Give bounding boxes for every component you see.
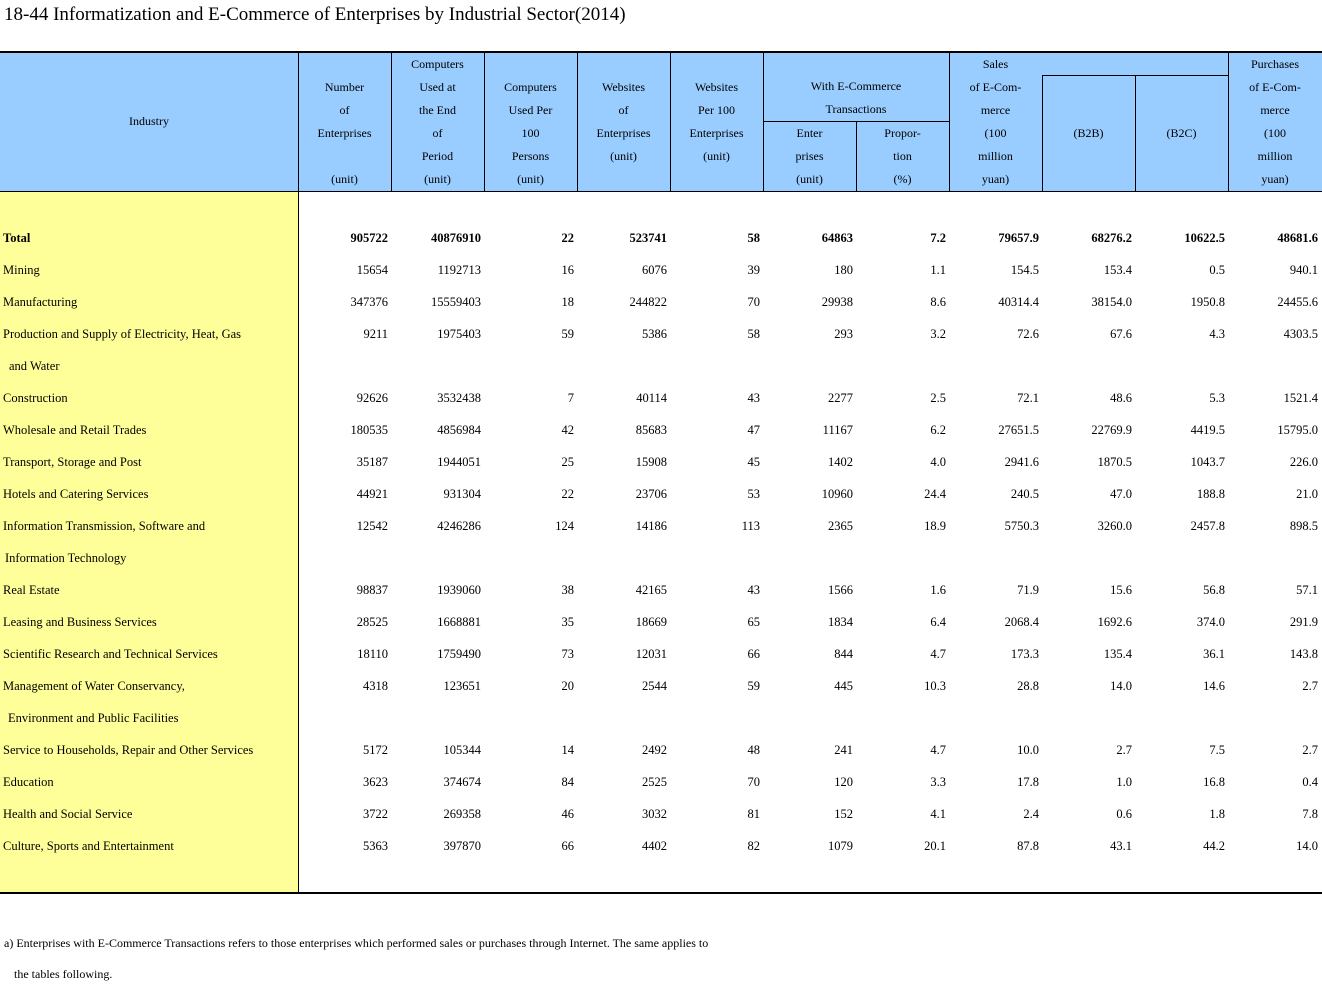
table-cell: 12031 — [635, 647, 667, 661]
table-cell: 1402 — [828, 455, 853, 469]
table-cell: 173.3 — [1010, 647, 1039, 661]
industry-name: Mining — [3, 263, 40, 277]
table-cell: 4402 — [642, 839, 667, 853]
table-cell: 7 — [567, 391, 574, 405]
table-cell: 10622.5 — [1184, 231, 1225, 245]
table-cell: 18.9 — [924, 519, 946, 533]
table-cell: 898.5 — [1289, 519, 1318, 533]
table-cell: 22769.9 — [1091, 423, 1132, 437]
industry-name: Transport, Storage and Post — [3, 455, 142, 469]
table-cell: 85683 — [635, 423, 667, 437]
table-cell: 6.2 — [930, 423, 946, 437]
table-cell: 65 — [747, 615, 760, 629]
table-cell: 17.8 — [1017, 775, 1039, 789]
table-cell: 40876910 — [431, 231, 481, 245]
table-cell: 2544 — [642, 679, 667, 693]
table-cell: 1759490 — [437, 647, 481, 661]
industry-name: Hotels and Catering Services — [3, 487, 149, 501]
table-cell: 1692.6 — [1097, 615, 1132, 629]
table-cell: 0.4 — [1302, 775, 1318, 789]
table-cell: 47 — [747, 423, 760, 437]
table-cell: 24.4 — [924, 487, 946, 501]
table-cell: 397870 — [443, 839, 481, 853]
table-cell: 35 — [561, 615, 574, 629]
industry-name: Production and Supply of Electricity, Heat, Gas — [3, 327, 242, 341]
table-cell: 2525 — [642, 775, 667, 789]
table-cell: 844 — [834, 647, 853, 661]
table-cell: 1944051 — [437, 455, 481, 469]
table-cell: 29938 — [821, 295, 853, 309]
table-cell: 1.0 — [1116, 775, 1132, 789]
table-cell: 1975403 — [437, 327, 481, 341]
table-cell: 48.6 — [1110, 391, 1132, 405]
table-cell: 4419.5 — [1190, 423, 1225, 437]
table-cell: 53 — [747, 487, 760, 501]
table-cell: 18669 — [635, 615, 667, 629]
table-cell: 40114 — [636, 391, 667, 405]
table-cell: 3032 — [642, 807, 667, 821]
table-cell: 4.3 — [1209, 327, 1225, 341]
table-cell: 3260.0 — [1097, 519, 1132, 533]
table-cell: 18 — [561, 295, 574, 309]
header-number-of-enterprises: Number of Enterprises (unit) — [317, 80, 372, 186]
table-cell: 2.4 — [1023, 807, 1039, 821]
table-cell: 66 — [747, 647, 760, 661]
table-cell: 4856984 — [437, 423, 481, 437]
table-cell: 14.6 — [1203, 679, 1225, 693]
table-cell: 2.7 — [1302, 743, 1318, 757]
table-cell: 24455.6 — [1277, 295, 1318, 309]
table-cell: 42 — [561, 423, 574, 437]
table-cell: 16.8 — [1203, 775, 1225, 789]
table-cell: 72.6 — [1017, 327, 1039, 341]
table-row — [0, 606, 1322, 638]
industry-name-continued: Environment and Public Facilities — [8, 711, 179, 725]
table-cell: 84 — [561, 775, 574, 789]
table-cell: 92626 — [356, 391, 388, 405]
industry-name: Total — [3, 231, 31, 245]
table-cell: 2068.4 — [1004, 615, 1039, 629]
table-cell: 15.6 — [1110, 583, 1132, 597]
table-cell: 5172 — [363, 743, 388, 757]
table-cell: 14186 — [635, 519, 667, 533]
table-cell: 39 — [747, 263, 760, 277]
table-cell: 123651 — [443, 679, 481, 693]
table-cell: 940.1 — [1289, 263, 1318, 277]
table-cell: 15559403 — [431, 295, 481, 309]
table-cell: 81 — [747, 807, 760, 821]
footnote-line-2: the tables following. — [14, 967, 113, 981]
table-cell: 70 — [747, 775, 760, 789]
table-cell: 2457.8 — [1190, 519, 1225, 533]
table-cell: 38154.0 — [1091, 295, 1132, 309]
industry-name: Manufacturing — [3, 295, 78, 309]
table-cell: 68276.2 — [1091, 231, 1132, 245]
table-cell: 48 — [747, 743, 760, 757]
table-cell: 73 — [561, 647, 574, 661]
table-cell: 22 — [561, 231, 574, 245]
table-cell: 2.5 — [930, 391, 946, 405]
table-cell: 16 — [561, 263, 574, 277]
table-row — [0, 382, 1322, 414]
industry-name: Information Transmission, Software and — [3, 519, 206, 533]
table-cell: 11167 — [822, 423, 853, 437]
table-cell: 374674 — [443, 775, 481, 789]
table-row — [0, 222, 1322, 254]
industry-name-continued: and Water — [9, 359, 60, 373]
table-cell: 8.6 — [930, 295, 946, 309]
table-row — [0, 318, 1322, 350]
table-cell: 57.1 — [1296, 583, 1318, 597]
table-cell: 67.6 — [1110, 327, 1132, 341]
table-cell: 20 — [561, 679, 574, 693]
table-cell: 445 — [834, 679, 853, 693]
table-cell: 0.6 — [1116, 807, 1132, 821]
table-cell: 42165 — [635, 583, 667, 597]
table-cell: 43.1 — [1110, 839, 1132, 853]
table-cell: 4.1 — [930, 807, 946, 821]
header-ecommerce-group: With E-Commerce Transactions — [810, 79, 902, 116]
table-cell: 291.9 — [1289, 615, 1318, 629]
table-cell: 241 — [834, 743, 853, 757]
table-cell: 1834 — [828, 615, 853, 629]
table-row — [0, 254, 1322, 286]
table-cell: 3722 — [363, 807, 388, 821]
table-cell: 9211 — [363, 327, 388, 341]
header-websites: Websites of Enterprises (unit) — [596, 80, 651, 163]
table-cell: 7.8 — [1302, 807, 1318, 821]
table-cell: 180535 — [350, 423, 388, 437]
table-cell: 154.5 — [1010, 263, 1039, 277]
table-cell: 0.5 — [1209, 263, 1225, 277]
table-cell: 40314.4 — [998, 295, 1039, 309]
table-cell: 6.4 — [930, 615, 946, 629]
table-cell: 15908 — [635, 455, 667, 469]
table-cell: 4303.5 — [1283, 327, 1318, 341]
table-cell: 7.5 — [1209, 743, 1225, 757]
table-cell: 124 — [555, 519, 574, 533]
table-cell: 113 — [741, 519, 760, 533]
table-cell: 38 — [561, 583, 574, 597]
table-cell: 18110 — [357, 647, 388, 661]
table-cell: 23706 — [635, 487, 667, 501]
table-cell: 71.9 — [1017, 583, 1039, 597]
table-cell: 20.1 — [924, 839, 946, 853]
table-cell: 3.3 — [930, 775, 946, 789]
table-cell: 293 — [834, 327, 853, 341]
table-cell: 58 — [747, 231, 760, 245]
table-row — [0, 670, 1322, 702]
table-row — [0, 478, 1322, 510]
table-cell: 28.8 — [1017, 679, 1039, 693]
header-websites-per-100: Websites Per 100 Enterprises (unit) — [689, 80, 744, 163]
table-cell: 35187 — [356, 455, 388, 469]
table-cell: 2.7 — [1116, 743, 1132, 757]
table-cell: 43 — [747, 583, 760, 597]
table-cell: 5386 — [642, 327, 667, 341]
table-row — [0, 830, 1322, 862]
industry-name: Management of Water Conservancy, — [3, 679, 185, 693]
table-cell: 4.0 — [930, 455, 946, 469]
table-cell: 59 — [561, 327, 574, 341]
table-cell: 10.0 — [1017, 743, 1039, 757]
table-cell: 25 — [561, 455, 574, 469]
table-cell: 22 — [561, 487, 574, 501]
table-cell: 44.2 — [1203, 839, 1225, 853]
table-cell: 12542 — [356, 519, 388, 533]
header-computers-per-100: Computers Used Per 100 Persons (unit) — [504, 80, 557, 186]
table-cell: 72.1 — [1017, 391, 1039, 405]
table-cell: 523741 — [629, 231, 667, 245]
header-computers: Computers Used at the End of Period (unit) — [411, 57, 464, 186]
group-divider — [1042, 75, 1228, 76]
footnote-line-1: a) Enterprises with E-Commerce Transactions refers to those enterprises which performed sales or purchases through Internet. The same applies to — [4, 936, 709, 950]
table-cell: 27651.5 — [998, 423, 1039, 437]
table-cell: 5363 — [363, 839, 388, 853]
industry-name: Wholesale and Retail Trades — [3, 423, 147, 437]
table-cell: 2.7 — [1302, 679, 1318, 693]
table-cell: 28525 — [356, 615, 388, 629]
table-row — [0, 638, 1322, 670]
table-cell: 45 — [747, 455, 760, 469]
industry-name: Scientific Research and Technical Services — [3, 647, 218, 661]
table-cell: 244822 — [629, 295, 667, 309]
table-cell: 1.8 — [1209, 807, 1225, 821]
table-cell: 47.0 — [1110, 487, 1132, 501]
page-title: 18-44 Informatization and E-Commerce of Enterprises by Industrial Sector(2014) — [4, 4, 626, 25]
table-cell: 10960 — [821, 487, 853, 501]
table-cell: 905722 — [350, 231, 388, 245]
table-cell: 6076 — [642, 263, 667, 277]
table-cell: 3532438 — [437, 391, 481, 405]
industry-name-continued: Information Technology — [5, 551, 127, 565]
table-cell: 3623 — [363, 775, 388, 789]
header-b2c: (B2C) — [1166, 126, 1197, 140]
table-cell: 98837 — [356, 583, 388, 597]
table-cell: 2365 — [828, 519, 853, 533]
table-row — [0, 766, 1322, 798]
table-cell: 15654 — [356, 263, 388, 277]
table-row — [0, 574, 1322, 606]
table-cell: 931304 — [443, 487, 481, 501]
table-cell: 2277 — [828, 391, 853, 405]
table-cell: 152 — [834, 807, 853, 821]
header-purchases: Purchases of E-Com- merce (100 million yuan) — [1249, 57, 1301, 186]
table-cell: 14 — [561, 743, 574, 757]
table-cell: 2941.6 — [1004, 455, 1039, 469]
table-cell: 143.8 — [1289, 647, 1318, 661]
table-cell: 48681.6 — [1277, 231, 1318, 245]
table-cell: 14.0 — [1110, 679, 1132, 693]
table-cell: 1192713 — [437, 263, 481, 277]
table-cell: 10.3 — [924, 679, 946, 693]
table-cell: 70 — [747, 295, 760, 309]
table-cell: 5.3 — [1209, 391, 1225, 405]
table-cell: 1.6 — [930, 583, 946, 597]
table-cell: 1950.8 — [1190, 295, 1225, 309]
header-enterprises: Enter prises (unit) — [795, 126, 824, 186]
table-cell: 105344 — [443, 743, 481, 757]
table-cell: 347376 — [350, 295, 388, 309]
table-cell: 135.4 — [1103, 647, 1132, 661]
table-cell: 4.7 — [930, 743, 946, 757]
table-cell: 59 — [747, 679, 760, 693]
table-cell: 1.1 — [930, 263, 946, 277]
industry-name: Real Estate — [3, 583, 60, 597]
industry-name: Service to Households, Repair and Other Services — [3, 743, 254, 757]
industry-name: Education — [3, 775, 54, 789]
table-cell: 153.4 — [1103, 263, 1132, 277]
table-cell: 1939060 — [437, 583, 481, 597]
table-cell: 1566 — [828, 583, 853, 597]
table-cell: 7.2 — [930, 231, 946, 245]
table-cell: 1043.7 — [1190, 455, 1225, 469]
table-cell: 1521.4 — [1283, 391, 1318, 405]
table-cell: 226.0 — [1289, 455, 1318, 469]
table-cell: 66 — [561, 839, 574, 853]
table-cell: 64863 — [821, 231, 853, 245]
header-industry: Industry — [129, 114, 169, 128]
table-cell: 1079 — [828, 839, 853, 853]
table-row — [0, 798, 1322, 830]
table-row — [0, 734, 1322, 766]
table-cell: 43 — [747, 391, 760, 405]
industry-name: Health and Social Service — [3, 807, 133, 821]
table-row — [0, 414, 1322, 446]
table-row — [0, 446, 1322, 478]
table-cell: 5750.3 — [1004, 519, 1039, 533]
industry-name: Culture, Sports and Entertainment — [3, 839, 174, 853]
table-cell: 82 — [747, 839, 760, 853]
table-cell: 14.0 — [1296, 839, 1318, 853]
table-row — [0, 510, 1322, 542]
header-sales: Sales of E-Com- merce (100 million yuan) — [969, 57, 1022, 186]
table-cell: 1870.5 — [1097, 455, 1132, 469]
table-cell: 15795.0 — [1277, 423, 1318, 437]
industry-name: Construction — [3, 391, 68, 405]
table-cell: 87.8 — [1017, 839, 1039, 853]
table-cell: 56.8 — [1203, 583, 1225, 597]
header-proportion: Propor- tion (%) — [884, 126, 921, 186]
header-b2b: (B2B) — [1073, 126, 1104, 140]
table-cell: 44921 — [356, 487, 388, 501]
table-cell: 240.5 — [1010, 487, 1039, 501]
table-cell: 4318 — [363, 679, 388, 693]
table-cell: 188.8 — [1196, 487, 1225, 501]
table-cell: 46 — [561, 807, 574, 821]
table-cell: 58 — [747, 327, 760, 341]
table-row — [0, 286, 1322, 318]
table-bottom-border — [0, 892, 1322, 894]
table-cell: 4.7 — [930, 647, 946, 661]
table-cell: 4246286 — [437, 519, 481, 533]
table-cell: 180 — [834, 263, 853, 277]
table-cell: 2492 — [642, 743, 667, 757]
table-cell: 21.0 — [1296, 487, 1318, 501]
table-cell: 374.0 — [1196, 615, 1225, 629]
table-cell: 269358 — [443, 807, 481, 821]
table-cell: 120 — [834, 775, 853, 789]
table-cell: 1668881 — [437, 615, 481, 629]
industry-name: Leasing and Business Services — [3, 615, 157, 629]
table-cell: 3.2 — [930, 327, 946, 341]
table-cell: 36.1 — [1203, 647, 1225, 661]
table-cell: 79657.9 — [998, 231, 1039, 245]
